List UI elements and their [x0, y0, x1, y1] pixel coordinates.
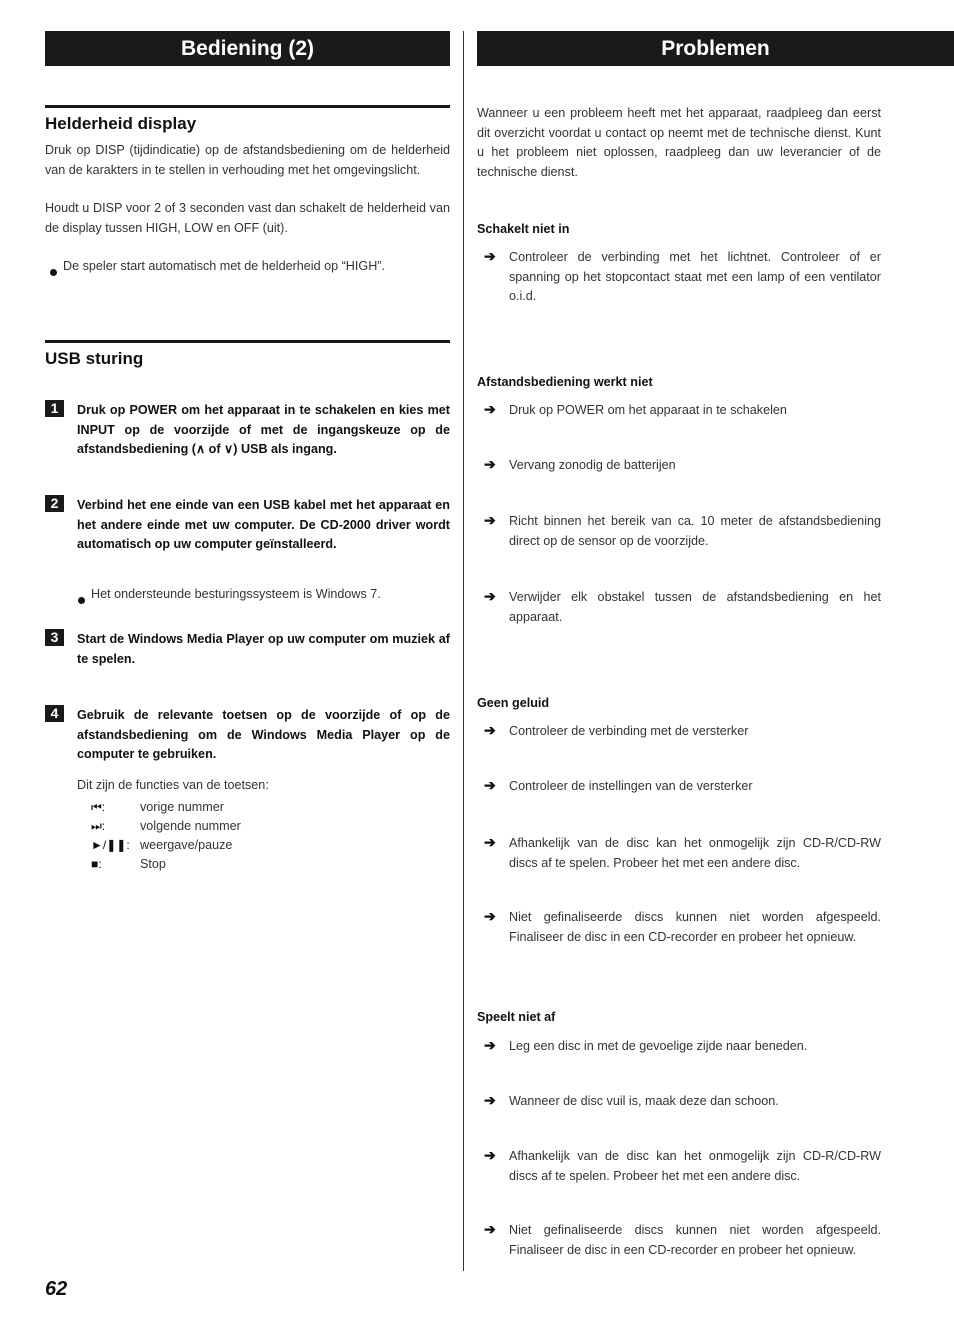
- key-label-next: volgende nummer: [140, 819, 241, 833]
- step-number-3: 3: [45, 629, 64, 646]
- problem-heading: Speelt niet af: [477, 1010, 556, 1024]
- bullet-icon: [50, 263, 57, 281]
- arrow-right-icon: ➔: [484, 722, 496, 738]
- arrow-right-icon: ➔: [484, 512, 496, 528]
- key-functions-intro: Dit zijn de functies van de toetsen:: [77, 778, 269, 792]
- step-number-2: 2: [45, 495, 64, 512]
- step-number-1: 1: [45, 400, 64, 417]
- section-heading-usb: USB sturing: [45, 349, 144, 368]
- solution-text: Druk op POWER om het apparaat in te schakelen: [509, 403, 787, 417]
- problem-heading: Schakelt niet in: [477, 222, 570, 236]
- section-heading-display: Helderheid display: [45, 114, 197, 133]
- solution-text: Controleer de verbinding met het lichtnet. Controleer of er spanning op het stopcontact staat met een lamp of een ventilator o.i.d.: [509, 250, 881, 303]
- step-number-4: 4: [45, 705, 64, 722]
- solution-text: Leg een disc in met de gevoelige zijde naar beneden.: [509, 1039, 808, 1053]
- play-pause-icon: ►/❚❚:: [91, 838, 130, 852]
- previous-track-icon: ⏮:: [91, 800, 106, 814]
- column-divider: [463, 31, 464, 1271]
- solution-text: Vervang zonodig de batterijen: [509, 458, 676, 472]
- solution-text: Controleer de verbinding met de versterker: [509, 724, 749, 738]
- step-3-text: Start de Windows Media Player op uw computer om muziek af te spelen.: [77, 632, 450, 666]
- problem-heading: Geen geluid: [477, 696, 550, 710]
- key-label-stop: Stop: [140, 857, 166, 871]
- solution-text: Richt binnen het bereik van ca. 10 meter de afstandsbediening direct op de sensor op de voorzijde.: [509, 514, 881, 548]
- arrow-right-icon: ➔: [484, 248, 496, 264]
- arrow-right-icon: ➔: [484, 456, 496, 472]
- arrow-right-icon: ➔: [484, 1221, 496, 1237]
- step-2-bullet: Het ondersteunde besturingssysteem is Windows 7.: [91, 587, 381, 601]
- problem-heading: Afstandsbediening werkt niet: [477, 375, 653, 389]
- step-2-text: Verbind het ene einde van een USB kabel met het apparaat en het andere einde met uw computer. De CD-2000 driver wordt automatisch op uw computer geïnstalleerd.: [77, 498, 450, 551]
- key-label-play-pause: weergave/pauze: [140, 838, 233, 852]
- step-1-text: Druk op POWER om het apparaat in te schakelen en kies met INPUT op de voorzijde of met de ingangskeuze op de afstandsbediening (∧ of ∨) USB als ingang.: [77, 403, 450, 456]
- arrow-right-icon: ➔: [484, 777, 496, 793]
- step-4-text: Gebruik de relevante toetsen op de voorzijde of op de afstandsbediening om de Windows Media Player op de computer te gebruiken.: [77, 708, 450, 761]
- display-bullet-text: De speler start automatisch met de helderheid op “HIGH”.: [63, 259, 385, 273]
- arrow-right-icon: ➔: [484, 908, 496, 924]
- left-page-title: Bediening (2): [45, 31, 450, 66]
- arrow-right-icon: ➔: [484, 401, 496, 417]
- section-divider: [45, 105, 450, 108]
- solution-text: Verwijder elk obstakel tussen de afstandsbediening en het apparaat.: [509, 590, 881, 624]
- display-paragraph-2: Houdt u DISP voor 2 of 3 seconden vast dan schakelt de helderheid van de display tussen HIGH, LOW en OFF (uit).: [45, 201, 450, 235]
- arrow-right-icon: ➔: [484, 1092, 496, 1108]
- section-divider: [45, 340, 450, 343]
- solution-text: Wanneer de disc vuil is, maak deze dan schoon.: [509, 1094, 779, 1108]
- arrow-right-icon: ➔: [484, 1147, 496, 1163]
- solution-text: Controleer de instellingen van de versterker: [509, 779, 753, 793]
- solution-text: Niet gefinaliseerde discs kunnen niet worden afgespeeld. Finaliseer de disc in een CD-recorder en probeer het opnieuw.: [509, 1223, 881, 1257]
- display-paragraph-1: Druk op DISP (tijdindicatie) op de afstandsbediening om de helderheid van de karakters in te stellen in verhouding met het omgevingslicht.: [45, 143, 450, 177]
- key-label-previous: vorige nummer: [140, 800, 224, 814]
- solution-text: Afhankelijk van de disc kan het onmogelijk zijn CD-R/CD-RW discs af te spelen. Probeer het met een andere disc.: [509, 836, 881, 870]
- solution-text: Niet gefinaliseerde discs kunnen niet worden afgespeeld. Finaliseer de disc in een CD-recorder en probeer het opnieuw.: [509, 910, 881, 944]
- arrow-right-icon: ➔: [484, 834, 496, 850]
- page-number: 62: [45, 1278, 68, 1300]
- bullet-icon: [78, 591, 85, 609]
- next-track-icon: ⏭:: [91, 819, 106, 833]
- problems-intro: Wanneer u een probleem heeft met het apparaat, raadpleeg dan eerst dit overzicht voordat u contact op neemt met de technische dienst. Kunt u het probleem niet oplossen, raadpleeg dan uw leverancier of de technische dienst.: [477, 106, 881, 179]
- right-page-title: Problemen: [477, 31, 954, 66]
- stop-icon: ■:: [91, 857, 102, 871]
- solution-text: Afhankelijk van de disc kan het onmogelijk zijn CD-R/CD-RW discs af te spelen. Probeer het met een andere disc.: [509, 1149, 881, 1183]
- arrow-right-icon: ➔: [484, 588, 496, 604]
- arrow-right-icon: ➔: [484, 1037, 496, 1053]
